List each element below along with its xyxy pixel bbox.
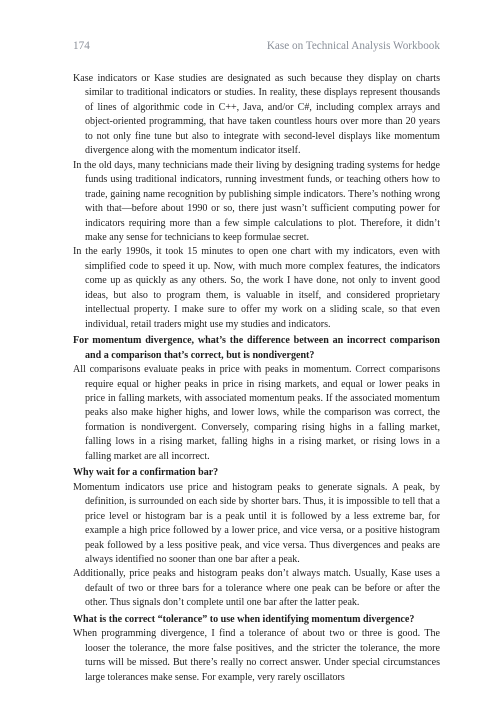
paragraph-tolerance-default: Additionally, price peaks and histogram peaks don’t always match. Usually, Kase uses a default of two or three bars for a tolerance where one peak can be before or after the other. Thus signals don’t complete until one bar after the latter peak. <box>73 568 440 609</box>
running-title: Kase on Technical Analysis Workbook <box>266 40 440 52</box>
question-heading-tolerance: What is the correct “tolerance” to use when identifying momentum divergence? <box>73 613 415 625</box>
question-heading-divergence-comparison: For momentum divergence, what’s the difference between an incorrect comparison and a comparison that’s correct, but is nondivergent? <box>73 335 440 361</box>
body-text <box>73 72 440 685</box>
paragraph-programming-divergence: When programming divergence, I find a tolerance of about two or three is good. The looser the tolerance, the more false positives, and the stricter the tolerance, the more turns will be missed. But there’s really no correct answer. Under special circumstances large tolerances make sense. For example, very rarely oscillators <box>73 628 440 683</box>
page-number: 174 <box>73 40 90 52</box>
paragraph-early-1990s: In the early 1990s, it took 15 minutes to open one chart with my indicators, even with simplified code to speed it up. Now, with much more complex features, the indicators come up as quickly as any others. So, the work I have done, not only to invent good ideas, but also to program them, is valuable in itself, and considered proprietary intellectual property. I make sure to offer my work on a sliding scale, so that even individual, retail traders might use my studies and indicators. <box>73 246 440 330</box>
paragraph-comparisons: All comparisons evaluate peaks in price with peaks in momentum. Correct comparisons require equal or higher peaks in price in rising markets, and equal or lower peaks in price in falling markets, with associated momentum peaks. If the associated momentum peaks also make higher highs, and lower lows, while the comparison was correct, the formation is nondivergent. Conversely, comparing rising highs in a falling market, falling lows in a rising market, falling highs in a rising market, or rising lows in a falling market are all incorrect. <box>73 364 440 462</box>
running-header <box>73 40 440 52</box>
paragraph-peaks: Momentum indicators use price and histogram peaks to generate signals. A peak, by definition, is surrounded on each side by shorter bars. Thus, it is impossible to tell that a price level or histogram bar is a peak until it is followed by a less extreme bar, for example a high price followed by a lower price, and vice versa, or a positive histogram peak followed by a less positive peak, and vice versa. Thus divergences and peaks are always identified no sooner than one bar after a peak. <box>73 481 440 565</box>
paragraph-kase-indicators: Kase indicators or Kase studies are designated as such because they display on charts similar to traditional indicators or studies. In reality, these displays represent thousands of lines of algorithmic code in C++, Java, and/or C#, including complex arrays and object-oriented programming, that have taken countless hours over more than 20 years to not only fine tune but also to integrate with second-level displays like momentum divergence along with the momentum indicator itself. <box>73 73 440 157</box>
paragraph-old-days: In the old days, many technicians made their living by designing trading systems for hedge funds using traditional indicators, running investment funds, or teaching others how to trade, gaining name recognition by publishing simple indicators. There’s nothing wrong with that—before about 1990 or so, there just wasn’t sufficient computing power for indicators requiring more than a few simple calculations to plot. Therefore, it didn’t make any sense for technicians to keep formulae secret. <box>73 159 440 243</box>
question-heading-confirmation-bar: Why wait for a confirmation bar? <box>73 467 219 479</box>
